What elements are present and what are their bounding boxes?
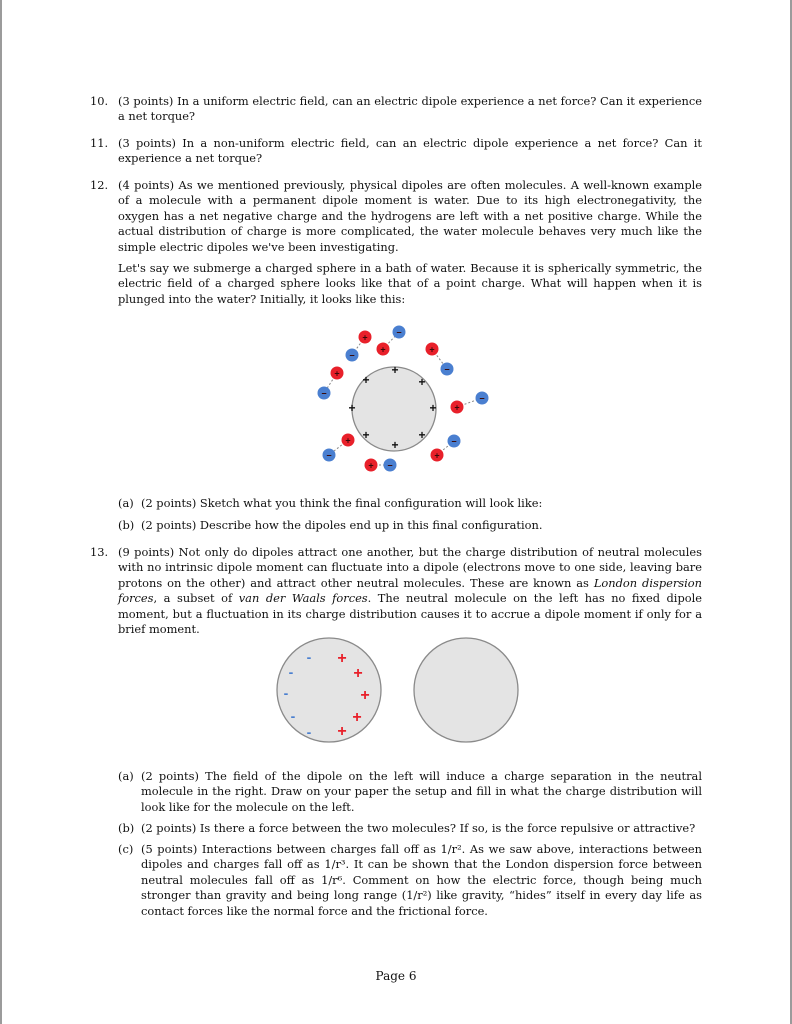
sphere-plus-sign: + <box>418 375 426 389</box>
plus-sign: + <box>360 687 370 704</box>
sphere-plus-sign: + <box>391 438 399 452</box>
dipole-negative-end-sign: − <box>451 436 457 447</box>
question-12 <box>90 178 702 307</box>
london-dispersion-figure <box>272 632 532 748</box>
question-number: 12. <box>90 178 109 192</box>
sphere-plus-sign: + <box>362 373 370 387</box>
subquestion-label: (a) <box>118 496 134 510</box>
subquestion-text: (2 points) Sketch what you think the final configuration will look like: <box>141 496 543 510</box>
question-11 <box>90 136 702 167</box>
question-10 <box>90 94 702 125</box>
plus-sign: + <box>337 723 347 740</box>
minus-sign: - <box>288 664 294 680</box>
question-13b <box>118 821 702 836</box>
dipole-positive-end-sign: + <box>434 450 440 461</box>
subquestion-text: (2 points) The field of the dipole on the left will induce a charge separation in the neutral molecule in the right. Draw on your paper the setup and fill in what the charge distribution will look like for the molecule on the left. <box>141 769 702 814</box>
minus-sign: - <box>306 724 312 740</box>
dipole-positive-end-sign: + <box>454 402 460 413</box>
question-text: (3 points) In a non-uniform electric field, can an electric dipole experience a net force? Can it experience a net torque? <box>118 136 702 166</box>
question-13a <box>118 769 702 815</box>
sphere-plus-sign: + <box>348 401 356 415</box>
question-12a <box>118 496 702 511</box>
question-text: (4 points) As we mentioned previously, physical dipoles are often molecules. A well-known example of a molecule with a permanent dipole moment is water. Due to its high electronegativity, the oxygen has a net negative charge and the hydrogens are left with a net positive charge. While the actual distribution of charge is more complicated, the water molecule behaves very much like the simple electric dipoles we've been investigating. <box>118 178 702 254</box>
term-van-der-waals: van der Waals forces <box>238 591 368 606</box>
minus-sign: - <box>306 649 312 665</box>
subquestion-text: (2 points) Describe how the dipoles end up in this final configuration. <box>141 518 543 532</box>
dipole-negative-end-sign: − <box>479 393 485 404</box>
minus-sign: - <box>283 685 289 701</box>
dipole-negative-end-sign: − <box>326 450 332 461</box>
subquestion-label: (c) <box>118 842 134 856</box>
dipole-negative-end-sign: − <box>321 388 327 399</box>
question-number: 13. <box>90 545 109 559</box>
subquestion-text: (5 points) Interactions between charges fall off as 1/r². As we saw above, interactions between dipoles and charges fall off as 1/r³. It can be shown that the London dispersion force between neutral molecules fall off as 1/r⁶. Comment on how the electric force, though being much stronger than gravity and being long range (1/r²) like gravity, “hides” itself in every day life as contact forces like the normal force and the frictional force. <box>141 842 702 918</box>
subquestion-label: (b) <box>118 821 135 835</box>
question-text-continued: Let's say we submerge a charged sphere in a bath of water. Because it is spherically symmetric, the electric field of a charged sphere looks like that of a point charge. What will happen when it is plunged into the water? Initially, it looks like this: <box>118 261 702 306</box>
question-12b <box>118 518 702 533</box>
question-13 <box>90 545 702 637</box>
dipole-positive-end-sign: + <box>429 344 435 355</box>
dipole-positive-end-sign: + <box>380 344 386 355</box>
minus-sign: - <box>290 708 296 724</box>
subquestion-label: (b) <box>118 518 135 532</box>
term-london-dispersion: London dispersion forces <box>118 575 702 606</box>
subquestion-label: (a) <box>118 769 134 783</box>
question-text: (9 points) Not only do dipoles attract one another, but the charge distribution of neutral molecules with no intrinsic dipole moment can fluctuate into a dipole (electrons move to one side, leaving bare protons on the other) and attract other neutral molecules. These are known as London dispersion forces, a subset of van der Waals forces. The neutral molecule on the left has no fixed dipole moment, but a fluctuation in its charge distribution causes it to accrue a dipole moment if only for a brief moment. <box>118 545 702 637</box>
dipole-negative-end-sign: − <box>444 364 450 375</box>
sphere-plus-sign: + <box>362 428 370 442</box>
question-13c <box>118 842 702 919</box>
page-number: Page 6 <box>375 969 417 983</box>
dipole-positive-end-sign: + <box>362 332 368 343</box>
plus-sign: + <box>353 665 363 682</box>
dipole-negative-end-sign: − <box>349 350 355 361</box>
charged-sphere-dipoles-figure <box>302 318 498 478</box>
sphere-plus-sign: + <box>429 401 437 415</box>
question-number: 11. <box>90 136 109 150</box>
sphere-plus-sign: + <box>418 428 426 442</box>
dipole-negative-end-sign: − <box>387 460 393 471</box>
dipole-positive-end-sign: + <box>334 368 340 379</box>
dipole-negative-end-sign: − <box>396 327 402 338</box>
question-number: 10. <box>90 94 109 108</box>
dipole-positive-end-sign: + <box>345 435 351 446</box>
neutral-molecule <box>414 638 518 742</box>
plus-sign: + <box>337 650 347 667</box>
subquestion-text: (2 points) Is there a force between the two molecules? If so, is the force repulsive or attractive? <box>141 821 696 835</box>
sphere-plus-sign: + <box>391 363 399 377</box>
plus-sign: + <box>352 709 362 726</box>
question-text: (3 points) In a uniform electric field, can an electric dipole experience a net force? Can it experience a net torque? <box>118 94 702 124</box>
dipole-positive-end-sign: + <box>368 460 374 471</box>
document-page <box>2 0 790 1024</box>
